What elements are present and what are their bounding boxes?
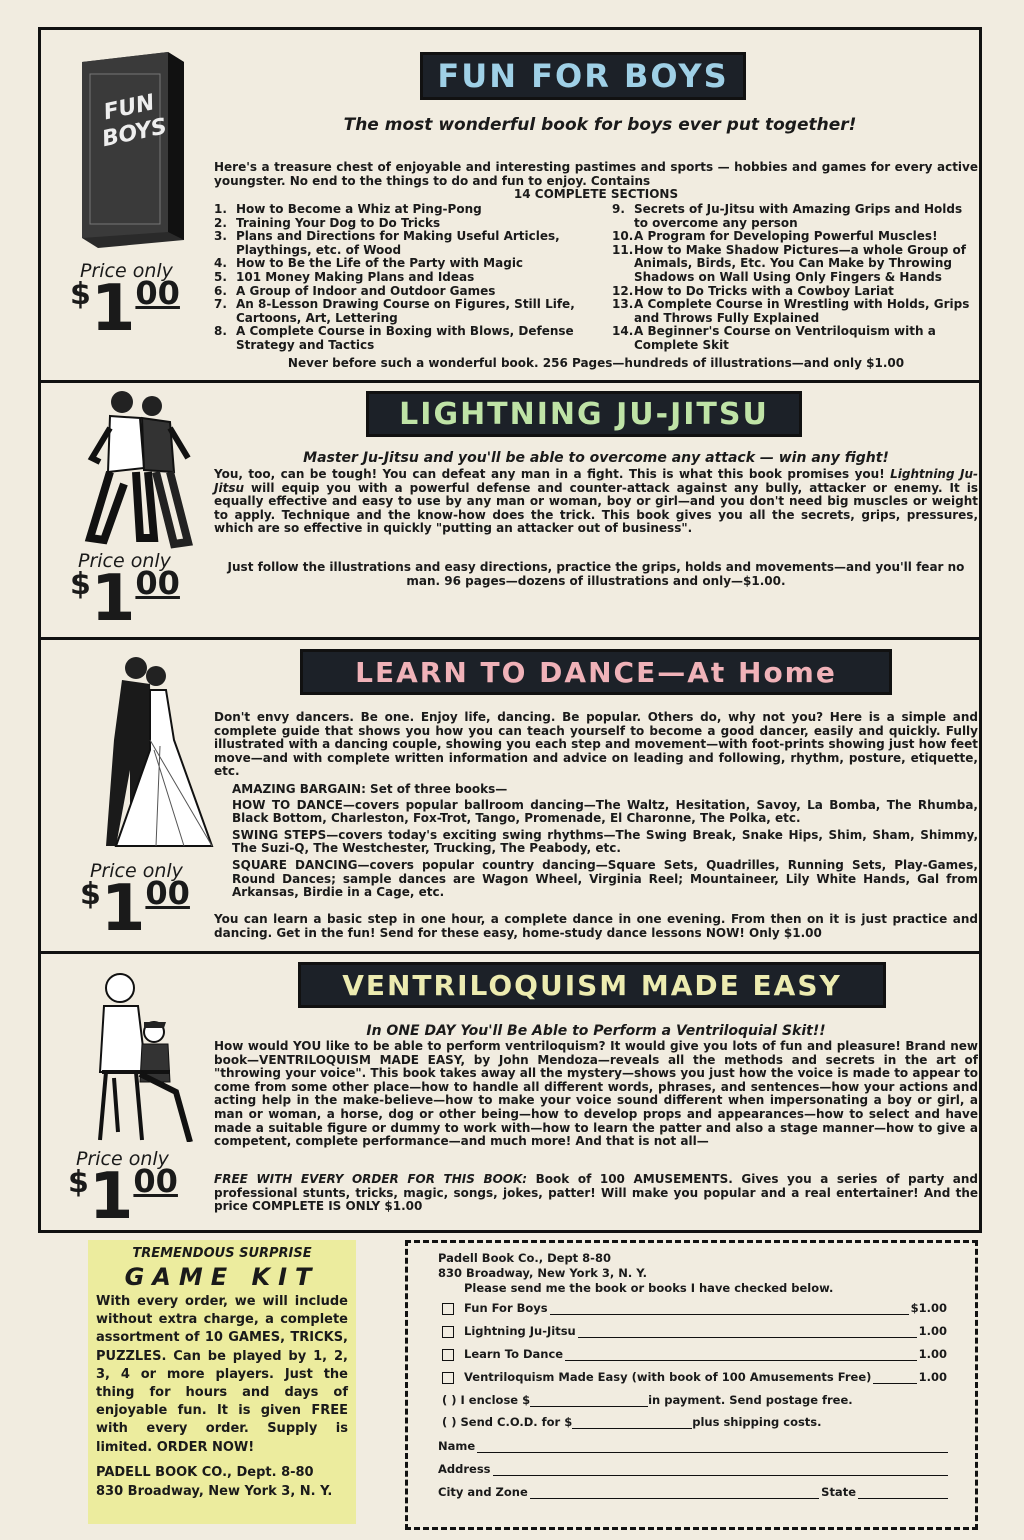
- item-text: A Complete Course in Wrestling with Holds, Grips and Throws Fully Explained: [634, 297, 970, 325]
- item-text: How to Make Shadow Pictures—a whole Group of Animals, Birds, Etc. You Can Make by Throwing Shadows on Wall Using Only Fingers & Hands: [634, 242, 966, 284]
- body-paragraph: [214, 468, 978, 536]
- item-text: A Group of Indoor and Outdoor Games: [236, 283, 496, 298]
- section-list-item: [612, 203, 978, 230]
- order-item-label: Ventriloquism Made Easy (with book of 100 Amusements Free): [464, 1370, 872, 1384]
- closing-text: Just follow the illustrations and easy directions, practice the grips, holds and movements—and you'll fear no man. 96 pages—dozens of illustrations and only—$1.00.: [227, 560, 965, 588]
- price: [70, 272, 180, 346]
- item-number: 6.: [214, 283, 227, 298]
- order-item-learn-to-dance[interactable]: [442, 1347, 947, 1361]
- free-offer-lead: FREE WITH EVERY ORDER FOR THIS BOOK:: [214, 1172, 528, 1186]
- bargain-heading: AMAZING BARGAIN: Set of three books—: [232, 782, 508, 796]
- order-item-lightning-ju-jitsu[interactable]: [442, 1324, 947, 1338]
- address-line: 830 Broadway, New York 3, N. Y.: [96, 1483, 333, 1499]
- price: [80, 872, 190, 946]
- divider: [38, 637, 982, 640]
- banner-learn-to-dance: [300, 649, 892, 695]
- item-text: Training Your Dog to Do Tricks: [236, 215, 441, 230]
- item-text: A Complete Course in Boxing with Blows, Defense Strategy and Tactics: [236, 324, 574, 352]
- section-list-item: [214, 230, 582, 257]
- swing-steps-text: SWING STEPS—covers today's exciting swing rhythms—The Swing Break, Snake Hips, Shim, Sham, Shimmy, The Suzi-Q, The Westchester, Trucking, The Peabody, etc.: [232, 827, 978, 856]
- item-number: 8.: [214, 324, 227, 339]
- item-number: 4.: [214, 256, 227, 271]
- body-text-segment: will equip you with a powerful defense and counter-attack against any bully, attacker or enemy. It is equally effective and easy to use by any man or woman, boy or girl—and you don't need big muscles or weight to apply. Technique and the know-how does the trick. This book gives you all the secrets, grips, pressures, which are so effective in quickly "putting an attacker out of business".: [214, 480, 978, 536]
- order-item-fun-for-boys[interactable]: [442, 1301, 947, 1315]
- ventriloquist-illustration: [80, 962, 198, 1142]
- ju-jitsu-illustration: [70, 388, 200, 553]
- closing-text: Never before such a wonderful book. 256 Pages—hundreds of illustrations—and only $1.00: [287, 356, 905, 370]
- enclose-label: ( ) I enclose $: [442, 1393, 531, 1407]
- amount-field[interactable]: [530, 1406, 648, 1407]
- game-kit-text: With every order, we will include without extra charge, a complete assortment of 10 GAMES, TRICKS, PUZZLES. Can be played by 1, 2, 3, 4 or more players. Just the thing for hours and days of enjoyable fun. It is given FREE with every order. Supply is limited. ORDER NOW!: [96, 1294, 348, 1455]
- price-cents: 00: [133, 1162, 178, 1200]
- game-kit-address: [96, 1463, 348, 1501]
- item-text: A Beginner's Course on Ventriloquism with a Complete Skit: [634, 324, 936, 352]
- cod-note: plus shipping costs.: [692, 1415, 822, 1429]
- price: [68, 1160, 178, 1234]
- state-field[interactable]: [858, 1498, 948, 1499]
- banner-main-text: LEARN TO DANCE: [355, 655, 658, 689]
- book-cover-title: FUN BOYS: [99, 90, 170, 153]
- section-list-item: [214, 257, 582, 271]
- price-label: Price only: [76, 1148, 169, 1170]
- game-kit-subtitle: TREMENDOUS SURPRISE: [132, 1246, 312, 1261]
- city-label: City and Zone: [438, 1485, 528, 1499]
- section-list-item: [214, 285, 582, 299]
- coupon-address-line: 830 Broadway, New York 3, N. Y.: [438, 1266, 648, 1280]
- game-kit-title: GAME KIT: [124, 1263, 320, 1291]
- price-units: 1: [100, 872, 146, 946]
- item-number: 5.: [214, 269, 227, 284]
- coupon-instruction: Please send me the book or books I have checked below.: [464, 1281, 834, 1295]
- item-number: 10.: [612, 229, 634, 244]
- price-label: Price only: [90, 860, 183, 882]
- section-list-item: [214, 203, 582, 217]
- dancing-couple-illustration: [94, 650, 214, 855]
- address-line[interactable]: [438, 1462, 948, 1476]
- name-field[interactable]: [477, 1452, 948, 1453]
- price-units: 1: [90, 272, 136, 346]
- section-list-item: [612, 285, 978, 299]
- fill-line: [550, 1314, 909, 1315]
- section-list-item: [612, 244, 978, 285]
- divider: [38, 951, 982, 954]
- cod-line[interactable]: [442, 1415, 822, 1429]
- order-item-label: Fun For Boys: [464, 1301, 548, 1315]
- state-label: State: [821, 1485, 856, 1499]
- section-list-item: [214, 271, 582, 285]
- city-state-line[interactable]: [438, 1485, 948, 1499]
- intro-paragraph: Here's a treasure chest of enjoyable and interesting pastimes and sports — hobbies and games for every active youngster. No end to the things to do and fun to enjoy. Contains: [214, 160, 978, 188]
- bargain-text: [232, 783, 978, 900]
- sections-list-left: [214, 203, 582, 353]
- price-label: Price only: [78, 550, 171, 572]
- item-number: 3.: [214, 229, 227, 244]
- price-units: 1: [90, 562, 136, 636]
- order-item-price: 1.00: [918, 1370, 947, 1384]
- free-offer-paragraph: [214, 1173, 978, 1214]
- order-item-price: 1.00: [918, 1347, 947, 1361]
- cod-amount-field[interactable]: [572, 1428, 692, 1429]
- order-item-label: Lightning Ju-Jitsu: [464, 1324, 576, 1338]
- section-list-item: [612, 325, 978, 352]
- free-offer-rest: Book of 100 AMUSEMENTS. Gives you a series of party and professional stunts, tricks, magic, songs, jokes, patter! Will make you popular and a real entertainer! And the price COMPLETE IS ONLY $1.00: [214, 1172, 978, 1214]
- section-list-item: [214, 298, 582, 325]
- how-to-dance-text: HOW TO DANCE—covers popular ballroom dancing—The Waltz, Hesitation, Savoy, La Bomba, The Rhumba, Black Bottom, Charleston, Fox-Trot, Tango, Promenade, El Charonne, The Polka, etc.: [232, 797, 978, 826]
- price-dollar: $: [80, 877, 101, 912]
- section-list-item: [214, 217, 582, 231]
- headline: The most wonderful book for boys ever put together!: [343, 115, 857, 135]
- name-line[interactable]: [438, 1439, 948, 1453]
- price-dollar: $: [68, 1165, 89, 1200]
- free-offer-text: [214, 1173, 978, 1214]
- item-number: 7.: [214, 297, 227, 312]
- item-number: 2.: [214, 215, 227, 230]
- body-text: [214, 468, 978, 536]
- enclose-payment-line[interactable]: [442, 1393, 853, 1407]
- book-cover-image: [72, 48, 198, 248]
- price-cents: 00: [135, 564, 180, 602]
- checkbox[interactable]: [442, 1349, 454, 1361]
- body-text: How would YOU like to be able to perform ventriloquism? It would give you lots of fun and pleasure! Brand new book—VENTRILOQUISM MADE EASY, by John Mendoza—reveals all the methods and secrets in the art of "throwing your voice". This book takes away all the mystery—shows you just how the voice is made to appear to come from some other place—how to handle all different words, phrases, and sentences—how your actions and acting help in the make-believe—how to make your voice sound different when impersonating a boy or girl, a man or woman, a horse, dog or other being—how to develop props and appearances—how to select and have made a suitable figure or dummy to work with—how to learn the patter and also a stage manner—how to give a competent, complete performance—and much more! And that is not all—: [214, 1039, 978, 1149]
- item-number: 1.: [214, 202, 227, 216]
- section-list-item: [214, 325, 582, 352]
- coupon-address-line: Padell Book Co., Dept 8-80: [438, 1251, 611, 1265]
- book-title-italic: Lightning Ju-Jitsu: [214, 467, 978, 495]
- sections-heading: 14 COMPLETE SECTIONS: [513, 187, 679, 202]
- address-field[interactable]: [493, 1475, 948, 1476]
- order-item-label: Learn To Dance: [464, 1347, 564, 1361]
- price-cents: 00: [135, 274, 180, 312]
- divider: [38, 380, 982, 383]
- city-field[interactable]: [530, 1498, 819, 1499]
- closing-text: You can learn a basic step in one hour, a complete dance in one evening. From then on it is just practice and dancing. Get in the fun! Send for these easy, home-study dance lessons NOW! Only $1.00: [214, 912, 978, 940]
- sections-list-right: [612, 203, 978, 353]
- square-dancing-text: SQUARE DANCING—covers popular country dancing—Square Sets, Quadrilles, Running Sets, Play-Games, Round Dances; sample dances are Wagon Wheel, Virginia Reel; Mountaineer, Lily White Hands, Gal from Arkansas, Birdie in a Cage, etc.: [232, 857, 978, 900]
- order-item-price: 1.00: [918, 1324, 947, 1338]
- price-cents: 00: [145, 874, 190, 912]
- order-item-price: $1.00: [910, 1301, 947, 1315]
- section-list-item: [612, 230, 978, 244]
- item-text: How to Become a Whiz at Ping-Pong: [236, 202, 482, 216]
- cod-label: ( ) Send C.O.D. for $: [442, 1415, 573, 1429]
- item-text: An 8-Lesson Drawing Course on Figures, Still Life, Cartoons, Art, Lettering: [236, 297, 575, 325]
- price: [70, 562, 180, 636]
- enclose-note: in payment. Send postage free.: [648, 1393, 853, 1407]
- price-units: 1: [88, 1160, 134, 1234]
- checkbox[interactable]: [442, 1303, 454, 1315]
- banner-ventriloquism-made-easy: VENTRILOQUISM MADE EASY: [298, 962, 886, 1008]
- item-text: How to Do Tricks with a Cowboy Lariat: [634, 283, 894, 298]
- price-dollar: $: [70, 277, 91, 312]
- item-number: 13.: [612, 297, 634, 312]
- fill-line: [873, 1383, 916, 1384]
- item-number: 12.: [612, 283, 634, 298]
- intro-text: Don't envy dancers. Be one. Enjoy life, dancing. Be popular. Others do, why not you? Here is a simple and complete guide that shows you how you can teach yourself to become a good dancer, easily and quickly. Fully illustrated with a dancing couple, showing you each step and movement—with foot-prints showing just how feet move—and with complete written information and advice on leading and following, rhythm, posture, etiquette, etc.: [214, 710, 978, 779]
- name-label: Name: [438, 1439, 476, 1453]
- address-label: Address: [438, 1462, 491, 1476]
- item-text: 101 Money Making Plans and Ideas: [236, 269, 475, 284]
- body-text-segment: You, too, can be tough! You can defeat any man in a fight. This is what this book promises you!: [214, 467, 891, 481]
- banner-sub-text: —At Home: [657, 655, 837, 689]
- banner-lightning-ju-jitsu: LIGHTNING JU-JITSU: [366, 391, 802, 437]
- item-text: Secrets of Ju-Jitsu with Amazing Grips and Holds to overcome any person: [634, 202, 963, 230]
- address-line: PADELL BOOK CO., Dept. 8-80: [96, 1464, 314, 1480]
- checkbox[interactable]: [442, 1372, 454, 1384]
- headline: Master Ju-Jitsu and you'll be able to overcome any attack — win any fight!: [303, 450, 889, 466]
- item-text: How to Be the Life of the Party with Magic: [236, 256, 524, 271]
- item-text: A Program for Developing Powerful Muscles!: [634, 229, 938, 244]
- checkbox[interactable]: [442, 1326, 454, 1338]
- price-label: Price only: [80, 260, 173, 282]
- game-kit-box: [88, 1240, 356, 1524]
- order-coupon: [405, 1240, 978, 1530]
- section-list-item: [612, 298, 978, 325]
- headline: In ONE DAY You'll Be Able to Perform a Ventriloquial Skit!!: [366, 1023, 826, 1039]
- item-number: 11.: [612, 242, 634, 257]
- fill-line: [578, 1337, 917, 1338]
- intro-text: [214, 161, 978, 202]
- order-item-ventriloquism[interactable]: [442, 1370, 947, 1384]
- banner-fun-for-boys: FUN FOR BOYS: [420, 52, 746, 100]
- item-text: Plans and Directions for Making Useful Articles, Playthings, etc. of Wood: [236, 229, 560, 257]
- item-number: 14.: [612, 324, 634, 339]
- fill-line: [565, 1360, 917, 1361]
- item-number: 9.: [612, 202, 625, 216]
- price-dollar: $: [70, 567, 91, 602]
